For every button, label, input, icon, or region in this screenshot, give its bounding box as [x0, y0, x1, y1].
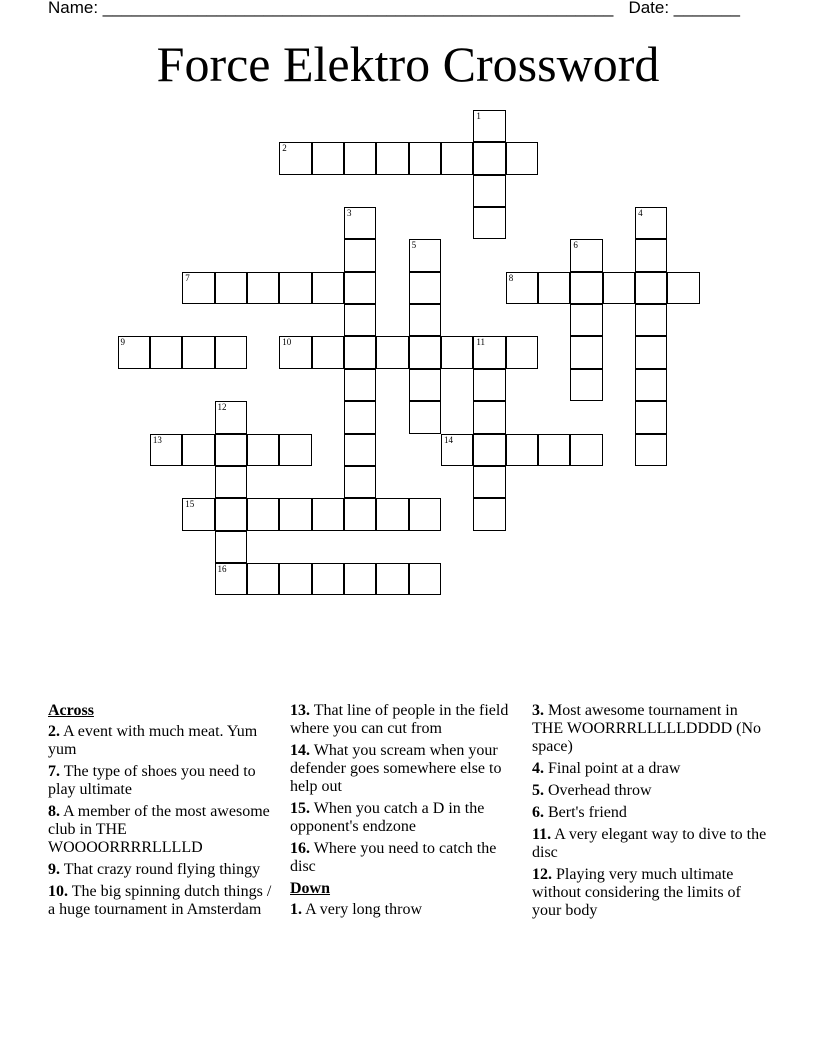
clue-down-12: 12. Playing very much ultimate without considering the limits of your body — [532, 866, 741, 919]
grid-cell[interactable] — [635, 272, 667, 304]
grid-cell[interactable] — [344, 207, 376, 239]
grid-cell[interactable] — [409, 272, 441, 304]
clue-across-7: 7. The type of shoes you need to play ultimate — [48, 763, 256, 798]
grid-cell[interactable] — [506, 142, 538, 174]
grid-cell[interactable] — [344, 466, 376, 498]
clue-down-6: 6. Bert's friend — [532, 804, 627, 821]
grid-cell[interactable] — [506, 272, 538, 304]
grid-cell[interactable] — [247, 434, 279, 466]
grid-cell[interactable] — [312, 498, 344, 530]
grid-cell[interactable] — [247, 563, 279, 595]
grid-cell[interactable] — [473, 110, 505, 142]
grid-cell[interactable] — [344, 498, 376, 530]
grid-cell[interactable] — [344, 272, 376, 304]
page-title: Force Elektro Crossword — [156, 36, 660, 92]
grid-cell[interactable] — [247, 272, 279, 304]
cell-number: 9 — [120, 337, 125, 348]
cell-number: 12 — [217, 402, 227, 413]
grid-cell[interactable] — [344, 563, 376, 595]
grid-cell[interactable] — [376, 142, 408, 174]
grid-cell[interactable] — [344, 304, 376, 336]
grid-cell[interactable] — [279, 142, 311, 174]
grid-cell[interactable] — [182, 272, 214, 304]
clue-across-13: 13. That line of people in the field where you can cut from — [290, 702, 509, 737]
grid-cell[interactable] — [215, 401, 247, 433]
grid-cell[interactable] — [635, 336, 667, 368]
cell-number: 13 — [152, 434, 162, 445]
cell-number: 15 — [185, 499, 195, 510]
clue-across-8: 8. A member of the most awesome club in THE WOOOORRRRLLLLD — [48, 803, 270, 856]
grid-cell[interactable] — [473, 175, 505, 207]
cell-number: 14 — [444, 434, 453, 445]
clue-across-2: 2. A event with much meat. Yum yum — [48, 723, 258, 758]
cell-number: 7 — [185, 272, 190, 283]
grid-cell[interactable] — [150, 336, 182, 368]
grid-cell[interactable] — [506, 336, 538, 368]
cell-number: 11 — [476, 337, 486, 348]
grid-cell[interactable] — [344, 239, 376, 271]
grid-cell[interactable] — [635, 369, 667, 401]
clues-column-3 — [532, 702, 768, 924]
cell-number: 10 — [282, 337, 292, 348]
grid-cell[interactable] — [182, 336, 214, 368]
grid-cell[interactable] — [279, 336, 311, 368]
cell-number: 4 — [638, 208, 643, 219]
cell-number: 6 — [573, 240, 578, 251]
grid-cell[interactable] — [182, 434, 214, 466]
clue-down-11: 11. A very elegant way to dive to the disc — [532, 826, 767, 861]
clues-column-2 — [290, 702, 522, 923]
name-field-label: Name: ______________________________________________________ — [48, 0, 614, 17]
clue-across-10: 10. The big spinning dutch things / a huge tournament in Amsterdam — [48, 883, 272, 918]
cell-number: 1 — [476, 111, 481, 121]
grid-cell[interactable] — [635, 434, 667, 466]
grid-cell[interactable] — [473, 369, 505, 401]
grid-cell[interactable] — [635, 304, 667, 336]
grid-cell[interactable] — [441, 434, 473, 466]
grid-cell[interactable] — [279, 498, 311, 530]
grid-cell[interactable] — [441, 142, 473, 174]
grid-cell[interactable] — [344, 336, 376, 368]
grid-cell[interactable] — [376, 498, 408, 530]
grid-cell[interactable] — [409, 336, 441, 368]
grid-cell[interactable] — [215, 434, 247, 466]
grid-cell[interactable] — [570, 239, 602, 271]
grid-cell[interactable] — [118, 336, 150, 368]
name-date-line — [48, 0, 740, 18]
grid-cell[interactable] — [312, 563, 344, 595]
clue-across-16: 16. Where you need to catch the disc — [290, 840, 497, 875]
grid-cell[interactable] — [473, 434, 505, 466]
cell-number: 5 — [411, 240, 417, 251]
grid-cell[interactable] — [409, 498, 441, 530]
grid-cell[interactable] — [215, 498, 247, 530]
grid-cell[interactable] — [570, 434, 602, 466]
down-heading: Down — [290, 880, 331, 897]
grid-cell[interactable] — [473, 498, 505, 530]
grid-cell[interactable] — [344, 401, 376, 433]
grid-cell[interactable] — [279, 272, 311, 304]
grid-cell[interactable] — [409, 563, 441, 595]
grid-cell[interactable] — [603, 272, 635, 304]
cell-number: 8 — [508, 272, 514, 283]
clue-down-5: 5. Overhead throw — [532, 782, 652, 799]
grid-cell[interactable] — [473, 142, 505, 174]
grid-cell[interactable] — [635, 207, 667, 239]
grid-cell[interactable] — [409, 239, 441, 271]
grid-cell[interactable] — [312, 336, 344, 368]
grid-cell[interactable] — [215, 336, 247, 368]
grid-cell[interactable] — [344, 434, 376, 466]
grid-cell[interactable] — [409, 369, 441, 401]
grid-cell[interactable] — [441, 336, 473, 368]
clues-column-1 — [48, 702, 276, 923]
grid-cell[interactable] — [215, 531, 247, 563]
grid-cell[interactable] — [215, 563, 247, 595]
grid-cell[interactable] — [409, 304, 441, 336]
grid-cell[interactable] — [215, 272, 247, 304]
grid-cell[interactable] — [409, 142, 441, 174]
grid-cell[interactable] — [344, 142, 376, 174]
grid-cell[interactable] — [473, 466, 505, 498]
grid-cell[interactable] — [473, 207, 505, 239]
grid-cell[interactable] — [570, 272, 602, 304]
grid-cell[interactable] — [570, 336, 602, 368]
grid-cell[interactable] — [279, 563, 311, 595]
grid-cell[interactable] — [215, 466, 247, 498]
grid-cell[interactable] — [667, 272, 699, 304]
grid-cell[interactable] — [570, 304, 602, 336]
grid-cell[interactable] — [506, 434, 538, 466]
grid-cell[interactable] — [473, 336, 505, 368]
clue-across-14: 14. What you scream when your defender goes somewhere else to help out — [290, 742, 502, 795]
grid-cell[interactable] — [376, 336, 408, 368]
clue-down-3: 3. Most awesome tournament in THE WOORRRLLLLLDDDD (No space) — [532, 702, 762, 755]
clue-down-1: 1. A very long throw — [290, 901, 422, 918]
grid-cell[interactable] — [376, 563, 408, 595]
grid-cell[interactable] — [409, 401, 441, 433]
grid-cell[interactable] — [635, 239, 667, 271]
cell-number: 2 — [282, 143, 287, 154]
clue-down-4: 4. Final point at a draw — [532, 760, 681, 777]
grid-cell[interactable] — [150, 434, 182, 466]
grid-cell[interactable] — [182, 498, 214, 530]
cell-number: 16 — [217, 563, 227, 574]
cell-number: 3 — [346, 208, 352, 219]
grid-cell[interactable] — [473, 401, 505, 433]
grid-cell[interactable] — [538, 272, 570, 304]
grid-cell[interactable] — [312, 272, 344, 304]
grid-cell[interactable] — [635, 401, 667, 433]
grid-cell[interactable] — [538, 434, 570, 466]
grid-cell[interactable] — [570, 369, 602, 401]
grid-cell[interactable] — [312, 142, 344, 174]
clue-across-9: 9. That crazy round flying thingy — [48, 861, 261, 878]
grid-cell[interactable] — [247, 498, 279, 530]
date-field-label: Date: _______ — [628, 0, 740, 17]
grid-cell[interactable] — [279, 434, 311, 466]
clue-across-15: 15. When you catch a D in the opponent's endzone — [290, 800, 485, 835]
across-heading: Across — [48, 702, 94, 719]
grid-cell[interactable] — [344, 369, 376, 401]
